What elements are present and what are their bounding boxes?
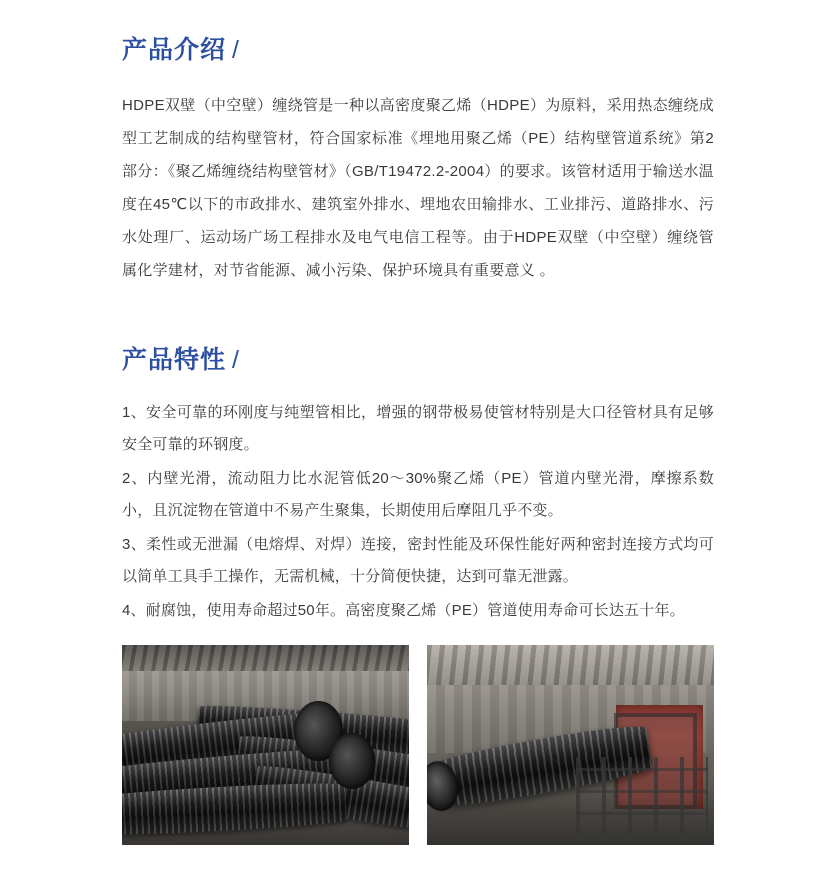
section-title-slash: / — [232, 346, 240, 374]
list-item: 4、耐腐蚀，使用寿命超过50年。高密度聚乙烯（PE）管道使用寿命可长达五十年。 — [122, 602, 685, 619]
product-introduction-section — [122, 0, 714, 287]
pipe-production-line-photo — [427, 645, 714, 845]
stacked-hdpe-pipes-photo — [122, 645, 409, 845]
product-photo-gallery — [122, 645, 714, 845]
section-title-features-text: 产品特性 — [122, 346, 227, 374]
list-item: 3、柔性或无泄漏（电熔焊、对焊）连接，密封性能及环保性能好两种密封连接方式均可以简单工具手工操作，无需机械，十分简便快捷，达到可靠无泄露。 — [122, 536, 714, 585]
section-title-features — [122, 348, 714, 373]
pipe-open-end — [329, 733, 375, 789]
list-item: 1、安全可靠的环刚度与纯塑管相比，增强的钢带极易使管材特别是大口径管材具有足够安全可靠的环钢度。 — [122, 404, 714, 453]
section-title-introduction — [122, 38, 714, 63]
list-item: 2、内壁光滑，流动阻力比水泥管低20～30%聚乙烯（PE）管道内壁光滑，摩擦系数小，且沉淀物在管道中不易产生聚集，长期使用后摩阻几乎不变。 — [122, 470, 714, 519]
steel-scaffold — [576, 757, 708, 837]
section-title-slash: / — [232, 36, 240, 64]
section-title-introduction-text: 产品介绍 — [122, 36, 227, 64]
product-introduction-body: HDPE双壁（中空壁）缠绕管是一种以高密度聚乙烯（HDPE）为原料，采用热态缠绕成型工艺制成的结构壁管材，符合国家标准《埋地用聚乙烯（PE）结构壁管道系统》第2部分：《聚乙烯缠绕结构壁管材》（GB/T19472.2-2004）的要求。该管材适用于输送水温度在45℃以下的市政排水、建筑室外排水、埋地农田输排水、工业排污、道路排水、污水处理厂、运动场广场工程排水及电气电信工程等。由于HDPE双壁（中空壁）缠绕管属化学建材，对节省能源、减小污染、保护环境具有重要意义 。 — [122, 97, 714, 279]
workshop-roof — [122, 645, 409, 671]
product-features-list — [122, 397, 714, 627]
workshop-roof — [427, 645, 714, 689]
product-features-section — [122, 302, 714, 627]
